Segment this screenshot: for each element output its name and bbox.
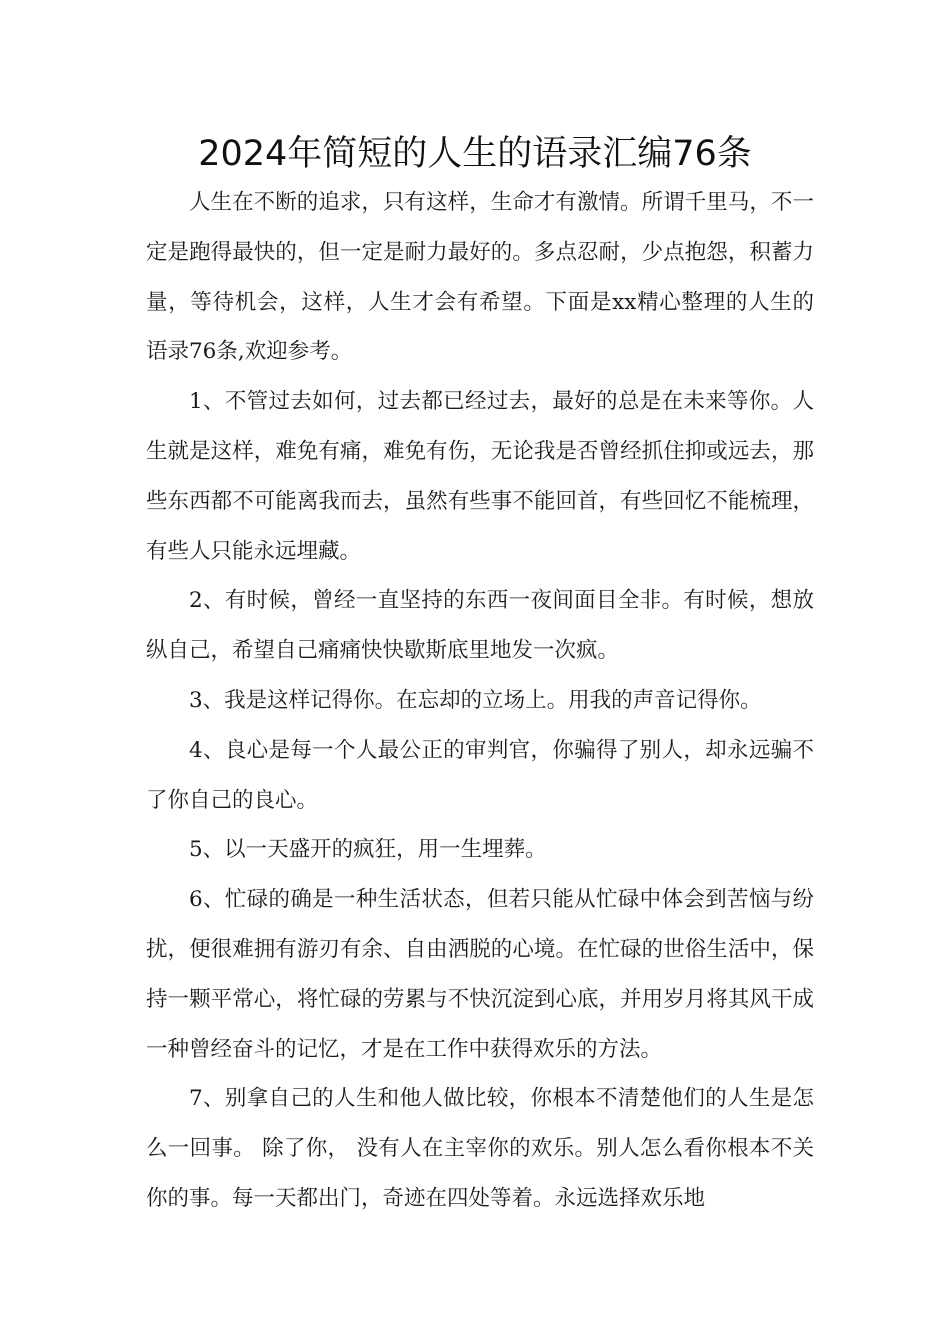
quote-paragraph-6: 6、忙碌的确是一种生活状态，但若只能从忙碌中体会到苦恼与纷扰，便很难拥有游刃有余、自由洒脱的心境。在忙碌的世俗生活中，保持一颗平常心，将忙碌的劳累与不快沉淀到心底，并用岁月将其风干成一种曾经奋斗的记忆，才是在工作中获得欢乐的方法。 [146,887,814,1062]
quote-paragraph-4: 4、良心是每一个人最公正的审判官，你骗得了别人，却永远骗不了你自己的良心。 [146,737,814,813]
document-title: 2024年简短的人生的语录汇编76条 [198,134,752,174]
intro-paragraph: 人生在不断的追求，只有这样，生命才有激情。所谓千里马，不一定是跑得最快的，但一定是耐力最好的。多点忍耐，少点抱怨，积蓄力量，等待机会，这样，人生才会有希望。下面是xx精心整理的人生的语录76条,欢迎参考。 [146,190,814,365]
quote-paragraph-3: 3、我是这样记得你。在忘却的立场上。用我的声音记得你。 [189,687,762,713]
quote-paragraph-7: 7、别拿自己的人生和他人做比较，你根本不清楚他们的人生是怎么一回事。 除了你， 没有人在主宰你的欢乐。别人怎么看你根本不关你的事。每一天都出门，奇迹在四处等着。永远选择欢乐地 [146,1086,814,1211]
document-body [146,178,814,1224]
quote-paragraph-5: 5、以一天盛开的疯狂，用一生埋葬。 [189,837,547,863]
quote-paragraph-2: 2、有时候，曾经一直坚持的东西一夜间面目全非。有时候，想放纵自己，希望自己痛痛快快歇斯底里地发一次疯。 [146,588,814,664]
quote-paragraph-1: 1、不管过去如何，过去都已经过去，最好的总是在未来等你。人生就是这样，难免有痛，难免有伤，无论我是否曾经抓住抑或远去，那些东西都不可能离我而去，虽然有些事不能回首，有些回忆不能梳理，有些人只能永远埋藏。 [146,389,814,564]
